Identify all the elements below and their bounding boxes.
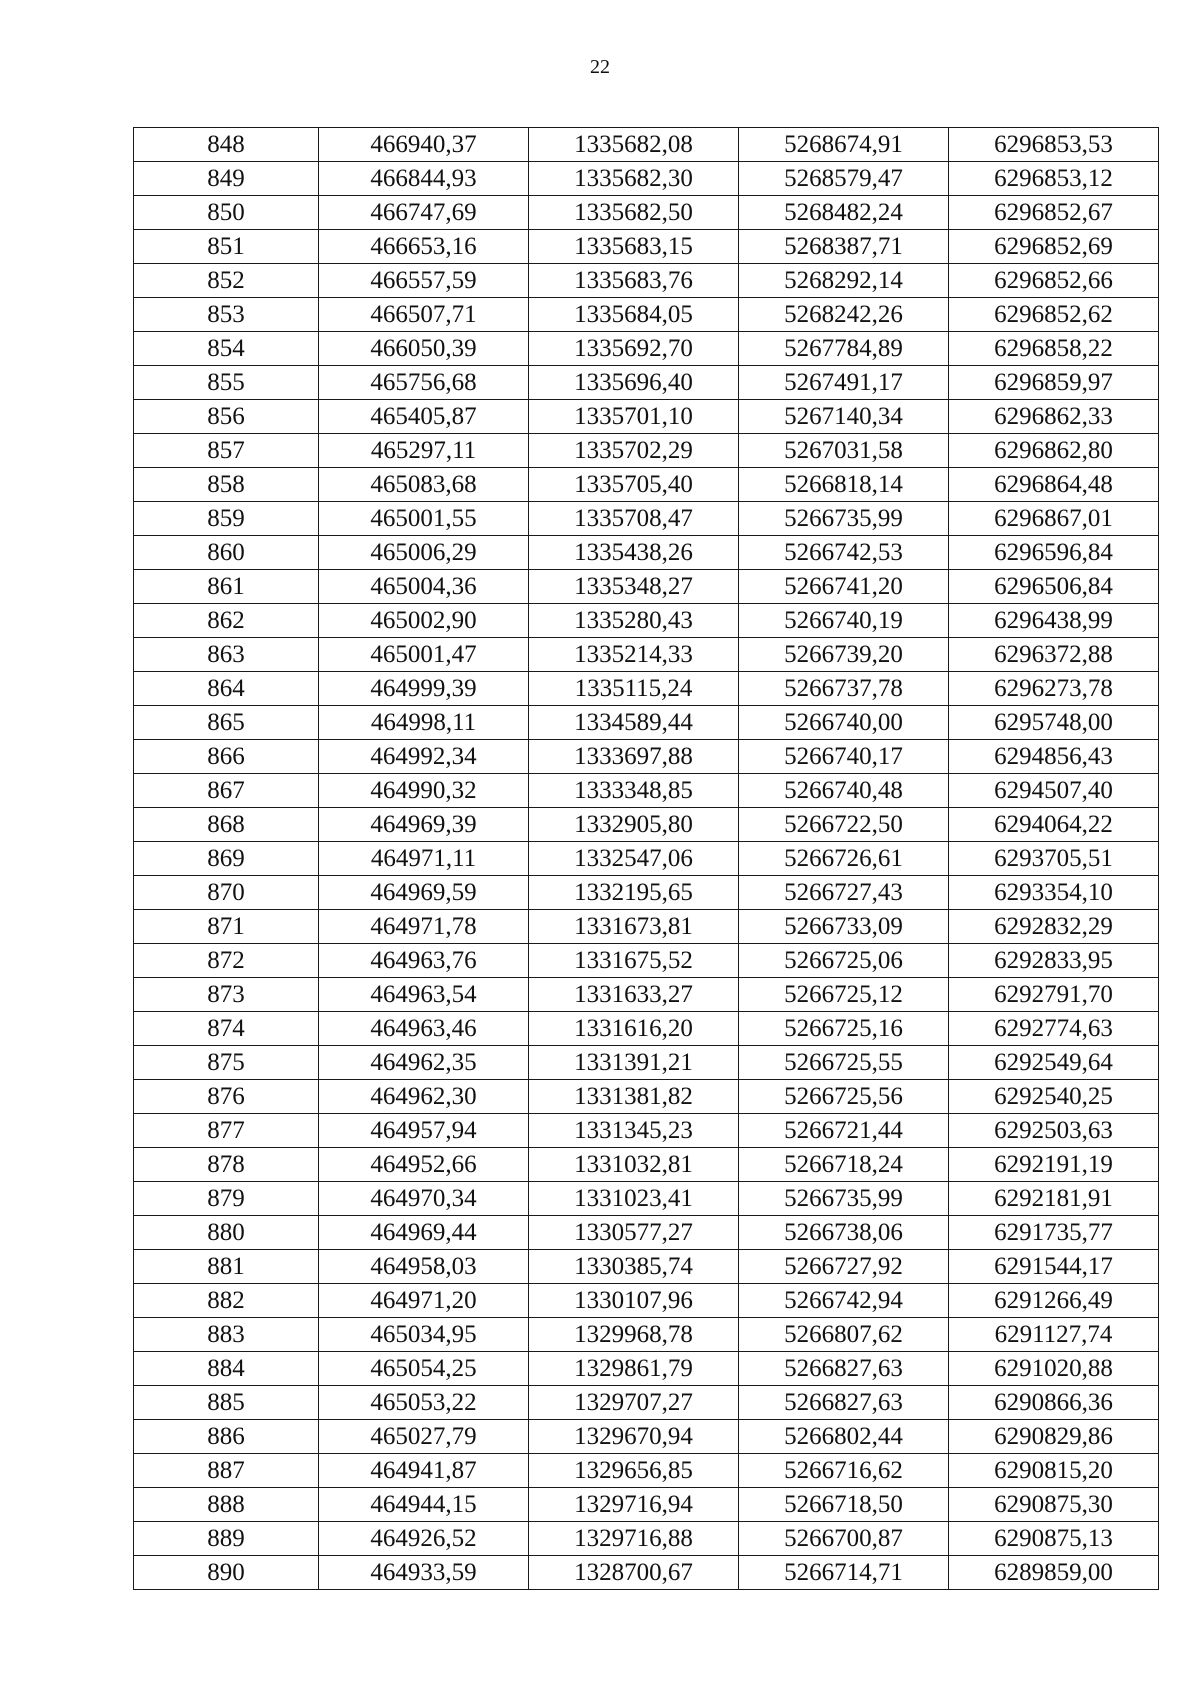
- coordinate-x1-cell: 464963,54: [319, 978, 529, 1012]
- coordinate-y1-cell: 1335683,15: [529, 230, 739, 264]
- coordinate-x1-cell: 464971,78: [319, 910, 529, 944]
- coordinate-y1-cell: 1335280,43: [529, 604, 739, 638]
- point-number-cell: 850: [134, 196, 319, 230]
- point-number-cell: 887: [134, 1454, 319, 1488]
- point-number-cell: 866: [134, 740, 319, 774]
- coordinate-y2-cell: 6295748,00: [949, 706, 1159, 740]
- coordinate-y1-cell: 1331032,81: [529, 1148, 739, 1182]
- table-row: [134, 842, 1159, 876]
- point-number-cell: 868: [134, 808, 319, 842]
- coordinate-x2-cell: 5266802,44: [739, 1420, 949, 1454]
- point-number-cell: 873: [134, 978, 319, 1012]
- table-row: [134, 196, 1159, 230]
- table-row: [134, 468, 1159, 502]
- coordinate-x1-cell: 464963,46: [319, 1012, 529, 1046]
- coordinate-y2-cell: 6293705,51: [949, 842, 1159, 876]
- coordinate-y1-cell: 1335696,40: [529, 366, 739, 400]
- table-row: [134, 1556, 1159, 1590]
- coordinate-x1-cell: 466653,16: [319, 230, 529, 264]
- point-number-cell: 870: [134, 876, 319, 910]
- coordinate-x1-cell: 464969,44: [319, 1216, 529, 1250]
- point-number-cell: 888: [134, 1488, 319, 1522]
- point-number-cell: 863: [134, 638, 319, 672]
- table-row: [134, 264, 1159, 298]
- coordinate-y1-cell: 1335692,70: [529, 332, 739, 366]
- coordinate-x1-cell: 464962,30: [319, 1080, 529, 1114]
- coordinate-y2-cell: 6290829,86: [949, 1420, 1159, 1454]
- coordinate-y1-cell: 1330577,27: [529, 1216, 739, 1250]
- coordinate-x1-cell: 464944,15: [319, 1488, 529, 1522]
- point-number-cell: 851: [134, 230, 319, 264]
- coordinate-x1-cell: 464971,20: [319, 1284, 529, 1318]
- coordinate-y1-cell: 1328700,67: [529, 1556, 739, 1590]
- coordinate-y2-cell: 6290815,20: [949, 1454, 1159, 1488]
- point-number-cell: 872: [134, 944, 319, 978]
- coordinate-x2-cell: 5266827,63: [739, 1352, 949, 1386]
- coordinate-x2-cell: 5266740,17: [739, 740, 949, 774]
- point-number-cell: 867: [134, 774, 319, 808]
- coordinate-y2-cell: 6291735,77: [949, 1216, 1159, 1250]
- table-row: [134, 366, 1159, 400]
- coordinate-y2-cell: 6292191,19: [949, 1148, 1159, 1182]
- coordinate-y1-cell: 1332905,80: [529, 808, 739, 842]
- point-number-cell: 871: [134, 910, 319, 944]
- coordinate-x2-cell: 5266740,48: [739, 774, 949, 808]
- coordinate-y1-cell: 1331381,82: [529, 1080, 739, 1114]
- point-number-cell: 876: [134, 1080, 319, 1114]
- coordinate-y1-cell: 1335682,50: [529, 196, 739, 230]
- point-number-cell: 875: [134, 1046, 319, 1080]
- table-row: [134, 1352, 1159, 1386]
- table-row: [134, 1522, 1159, 1556]
- table-row: [134, 128, 1159, 162]
- coordinate-x1-cell: 466557,59: [319, 264, 529, 298]
- coordinate-x1-cell: 464952,66: [319, 1148, 529, 1182]
- coordinate-x1-cell: 464958,03: [319, 1250, 529, 1284]
- table-row: [134, 536, 1159, 570]
- table-row: [134, 944, 1159, 978]
- point-number-cell: 859: [134, 502, 319, 536]
- table-row: [134, 1318, 1159, 1352]
- coordinate-y2-cell: 6291127,74: [949, 1318, 1159, 1352]
- coordinate-y2-cell: 6292833,95: [949, 944, 1159, 978]
- point-number-cell: 864: [134, 672, 319, 706]
- coordinate-y2-cell: 6292503,63: [949, 1114, 1159, 1148]
- coordinate-y1-cell: 1335214,33: [529, 638, 739, 672]
- coordinate-y1-cell: 1331616,20: [529, 1012, 739, 1046]
- coordinate-x1-cell: 465001,47: [319, 638, 529, 672]
- coordinate-y2-cell: 6296862,33: [949, 400, 1159, 434]
- coordinate-x1-cell: 466507,71: [319, 298, 529, 332]
- coordinate-y1-cell: 1331633,27: [529, 978, 739, 1012]
- coordinate-x2-cell: 5266721,44: [739, 1114, 949, 1148]
- coordinate-x1-cell: 465053,22: [319, 1386, 529, 1420]
- coordinate-y1-cell: 1331391,21: [529, 1046, 739, 1080]
- coordinate-x2-cell: 5268482,24: [739, 196, 949, 230]
- coordinate-x1-cell: 465297,11: [319, 434, 529, 468]
- coordinate-y1-cell: 1331675,52: [529, 944, 739, 978]
- coordinate-y2-cell: 6292774,63: [949, 1012, 1159, 1046]
- point-number-cell: 854: [134, 332, 319, 366]
- coordinate-x2-cell: 5266725,06: [739, 944, 949, 978]
- coordinate-y1-cell: 1329707,27: [529, 1386, 739, 1420]
- point-number-cell: 858: [134, 468, 319, 502]
- coordinate-x1-cell: 466747,69: [319, 196, 529, 230]
- table-row: [134, 1080, 1159, 1114]
- coordinate-y1-cell: 1329670,94: [529, 1420, 739, 1454]
- coordinate-y1-cell: 1335682,08: [529, 128, 739, 162]
- coordinate-x1-cell: 465034,95: [319, 1318, 529, 1352]
- coordinate-x1-cell: 465083,68: [319, 468, 529, 502]
- coordinate-y1-cell: 1330385,74: [529, 1250, 739, 1284]
- point-number-cell: 857: [134, 434, 319, 468]
- coordinate-y2-cell: 6291544,17: [949, 1250, 1159, 1284]
- coordinate-y1-cell: 1335438,26: [529, 536, 739, 570]
- table-row: [134, 502, 1159, 536]
- coordinate-x2-cell: 5266727,92: [739, 1250, 949, 1284]
- coordinate-y2-cell: 6296862,80: [949, 434, 1159, 468]
- point-number-cell: 881: [134, 1250, 319, 1284]
- coordinate-y2-cell: 6296852,66: [949, 264, 1159, 298]
- coordinate-x2-cell: 5266725,16: [739, 1012, 949, 1046]
- coordinate-y2-cell: 6292549,64: [949, 1046, 1159, 1080]
- coordinate-x1-cell: 466844,93: [319, 162, 529, 196]
- table-row: [134, 1284, 1159, 1318]
- coordinate-y1-cell: 1335701,10: [529, 400, 739, 434]
- table-row: [134, 910, 1159, 944]
- coordinate-y1-cell: 1329716,88: [529, 1522, 739, 1556]
- coordinate-y1-cell: 1335348,27: [529, 570, 739, 604]
- coordinate-y2-cell: 6290875,13: [949, 1522, 1159, 1556]
- coordinate-y1-cell: 1332195,65: [529, 876, 739, 910]
- table-row: [134, 1216, 1159, 1250]
- coordinate-x2-cell: 5267031,58: [739, 434, 949, 468]
- point-number-cell: 853: [134, 298, 319, 332]
- coordinate-x2-cell: 5266740,00: [739, 706, 949, 740]
- page-number: 22: [590, 56, 610, 78]
- coordinate-y2-cell: 6296867,01: [949, 502, 1159, 536]
- coordinate-y1-cell: 1329861,79: [529, 1352, 739, 1386]
- coordinate-y2-cell: 6294064,22: [949, 808, 1159, 842]
- point-number-cell: 848: [134, 128, 319, 162]
- coordinate-y1-cell: 1335682,30: [529, 162, 739, 196]
- coordinate-y2-cell: 6296852,62: [949, 298, 1159, 332]
- coordinate-x1-cell: 464957,94: [319, 1114, 529, 1148]
- table-row: [134, 1114, 1159, 1148]
- coordinate-x1-cell: 464926,52: [319, 1522, 529, 1556]
- coordinate-x2-cell: 5266700,87: [739, 1522, 949, 1556]
- point-number-cell: 849: [134, 162, 319, 196]
- point-number-cell: 885: [134, 1386, 319, 1420]
- coordinate-y1-cell: 1335684,05: [529, 298, 739, 332]
- point-number-cell: 884: [134, 1352, 319, 1386]
- coordinate-y2-cell: 6293354,10: [949, 876, 1159, 910]
- coordinate-x2-cell: 5266718,50: [739, 1488, 949, 1522]
- table-row: [134, 672, 1159, 706]
- coordinate-x2-cell: 5266725,56: [739, 1080, 949, 1114]
- coordinate-x2-cell: 5266735,99: [739, 502, 949, 536]
- coordinate-y1-cell: 1334589,44: [529, 706, 739, 740]
- point-number-cell: 883: [134, 1318, 319, 1352]
- coordinate-y2-cell: 6294507,40: [949, 774, 1159, 808]
- table-row: [134, 1250, 1159, 1284]
- table-row: [134, 332, 1159, 366]
- table-row: [134, 298, 1159, 332]
- coordinate-y1-cell: 1335115,24: [529, 672, 739, 706]
- coordinate-x1-cell: 464962,35: [319, 1046, 529, 1080]
- coordinate-y2-cell: 6292181,91: [949, 1182, 1159, 1216]
- coordinate-x2-cell: 5266742,53: [739, 536, 949, 570]
- point-number-cell: 879: [134, 1182, 319, 1216]
- coordinate-x2-cell: 5266726,61: [739, 842, 949, 876]
- point-number-cell: 860: [134, 536, 319, 570]
- table-row: [134, 1488, 1159, 1522]
- coordinate-x2-cell: 5266716,62: [739, 1454, 949, 1488]
- coordinate-y2-cell: 6296853,12: [949, 162, 1159, 196]
- coordinate-y1-cell: 1333348,85: [529, 774, 739, 808]
- coordinate-x1-cell: 464933,59: [319, 1556, 529, 1590]
- coordinate-x1-cell: 464990,32: [319, 774, 529, 808]
- coordinate-x1-cell: 465006,29: [319, 536, 529, 570]
- coordinate-x2-cell: 5266827,63: [739, 1386, 949, 1420]
- coordinate-y2-cell: 6290875,30: [949, 1488, 1159, 1522]
- coordinate-x2-cell: 5266714,71: [739, 1556, 949, 1590]
- coordinate-x1-cell: 465027,79: [319, 1420, 529, 1454]
- table-row: [134, 1046, 1159, 1080]
- table-row: [134, 876, 1159, 910]
- coordinate-x2-cell: 5266737,78: [739, 672, 949, 706]
- coordinate-x2-cell: 5268292,14: [739, 264, 949, 298]
- coordinate-y1-cell: 1335705,40: [529, 468, 739, 502]
- coordinate-y1-cell: 1333697,88: [529, 740, 739, 774]
- coordinate-y2-cell: 6292832,29: [949, 910, 1159, 944]
- coordinate-x2-cell: 5266807,62: [739, 1318, 949, 1352]
- coordinate-x2-cell: 5266722,50: [739, 808, 949, 842]
- coordinates-table: [133, 127, 1159, 1590]
- table-row: [134, 1386, 1159, 1420]
- point-number-cell: 877: [134, 1114, 319, 1148]
- coordinate-x1-cell: 464971,11: [319, 842, 529, 876]
- coordinate-y2-cell: 6292540,25: [949, 1080, 1159, 1114]
- table-row: [134, 434, 1159, 468]
- coordinate-x2-cell: 5266739,20: [739, 638, 949, 672]
- coordinate-y1-cell: 1332547,06: [529, 842, 739, 876]
- coordinate-y2-cell: 6291020,88: [949, 1352, 1159, 1386]
- point-number-cell: 852: [134, 264, 319, 298]
- point-number-cell: 855: [134, 366, 319, 400]
- table-row: [134, 604, 1159, 638]
- coordinate-y2-cell: 6296438,99: [949, 604, 1159, 638]
- coordinate-x1-cell: 465001,55: [319, 502, 529, 536]
- coordinate-y1-cell: 1331345,23: [529, 1114, 739, 1148]
- coordinate-x1-cell: 465405,87: [319, 400, 529, 434]
- coordinate-x2-cell: 5266735,99: [739, 1182, 949, 1216]
- table-row: [134, 706, 1159, 740]
- coordinate-y1-cell: 1329968,78: [529, 1318, 739, 1352]
- table-row: [134, 978, 1159, 1012]
- coordinate-x1-cell: 465054,25: [319, 1352, 529, 1386]
- coordinate-y2-cell: 6296596,84: [949, 536, 1159, 570]
- coordinate-y2-cell: 6296859,97: [949, 366, 1159, 400]
- coordinate-x2-cell: 5266740,19: [739, 604, 949, 638]
- coordinate-x2-cell: 5267784,89: [739, 332, 949, 366]
- coordinate-y1-cell: 1331673,81: [529, 910, 739, 944]
- coordinate-y2-cell: 6291266,49: [949, 1284, 1159, 1318]
- point-number-cell: 882: [134, 1284, 319, 1318]
- table-row: [134, 638, 1159, 672]
- coordinate-x2-cell: 5266725,12: [739, 978, 949, 1012]
- coordinate-x2-cell: 5266738,06: [739, 1216, 949, 1250]
- table-row: [134, 1420, 1159, 1454]
- coordinate-x2-cell: 5266818,14: [739, 468, 949, 502]
- coordinate-x2-cell: 5267491,17: [739, 366, 949, 400]
- coordinate-x2-cell: 5268387,71: [739, 230, 949, 264]
- coordinate-y1-cell: 1335702,29: [529, 434, 739, 468]
- coordinate-x1-cell: 464998,11: [319, 706, 529, 740]
- coordinate-y1-cell: 1330107,96: [529, 1284, 739, 1318]
- coordinate-x1-cell: 464969,39: [319, 808, 529, 842]
- coordinate-x1-cell: 465756,68: [319, 366, 529, 400]
- coordinate-x1-cell: 465002,90: [319, 604, 529, 638]
- point-number-cell: 862: [134, 604, 319, 638]
- table-row: [134, 740, 1159, 774]
- coordinate-x2-cell: 5268242,26: [739, 298, 949, 332]
- coordinate-y2-cell: 6290866,36: [949, 1386, 1159, 1420]
- coordinate-y2-cell: 6296858,22: [949, 332, 1159, 366]
- table-row: [134, 162, 1159, 196]
- coordinate-x2-cell: 5266742,94: [739, 1284, 949, 1318]
- coordinate-x2-cell: 5266725,55: [739, 1046, 949, 1080]
- coordinate-x1-cell: 464992,34: [319, 740, 529, 774]
- point-number-cell: 878: [134, 1148, 319, 1182]
- coordinate-x1-cell: 464963,76: [319, 944, 529, 978]
- coordinate-y2-cell: 6296372,88: [949, 638, 1159, 672]
- table-row: [134, 808, 1159, 842]
- coordinate-y2-cell: 6296273,78: [949, 672, 1159, 706]
- coordinate-y1-cell: 1331023,41: [529, 1182, 739, 1216]
- point-number-cell: 889: [134, 1522, 319, 1556]
- coordinate-x2-cell: 5266741,20: [739, 570, 949, 604]
- coordinate-x1-cell: 464999,39: [319, 672, 529, 706]
- coordinate-x2-cell: 5268674,91: [739, 128, 949, 162]
- table-row: [134, 1182, 1159, 1216]
- point-number-cell: 865: [134, 706, 319, 740]
- coordinate-y1-cell: 1329716,94: [529, 1488, 739, 1522]
- table-row: [134, 774, 1159, 808]
- coordinate-y1-cell: 1335683,76: [529, 264, 739, 298]
- coordinate-y2-cell: 6296506,84: [949, 570, 1159, 604]
- coordinate-x1-cell: 464970,34: [319, 1182, 529, 1216]
- table-row: [134, 230, 1159, 264]
- table-row: [134, 570, 1159, 604]
- coordinate-x1-cell: 465004,36: [319, 570, 529, 604]
- point-number-cell: 874: [134, 1012, 319, 1046]
- point-number-cell: 856: [134, 400, 319, 434]
- coordinate-x1-cell: 464941,87: [319, 1454, 529, 1488]
- table-row: [134, 1012, 1159, 1046]
- point-number-cell: 869: [134, 842, 319, 876]
- coordinate-y2-cell: 6296864,48: [949, 468, 1159, 502]
- point-number-cell: 861: [134, 570, 319, 604]
- coordinates-table-body: [134, 128, 1159, 1590]
- coordinate-x1-cell: 466940,37: [319, 128, 529, 162]
- point-number-cell: 886: [134, 1420, 319, 1454]
- point-number-cell: 880: [134, 1216, 319, 1250]
- table-row: [134, 400, 1159, 434]
- table-row: [134, 1148, 1159, 1182]
- coordinate-y2-cell: 6294856,43: [949, 740, 1159, 774]
- coordinate-x2-cell: 5268579,47: [739, 162, 949, 196]
- coordinate-x1-cell: 464969,59: [319, 876, 529, 910]
- coordinate-y2-cell: 6296853,53: [949, 128, 1159, 162]
- coordinate-y1-cell: 1329656,85: [529, 1454, 739, 1488]
- coordinate-y2-cell: 6292791,70: [949, 978, 1159, 1012]
- coordinate-y2-cell: 6296852,67: [949, 196, 1159, 230]
- table-row: [134, 1454, 1159, 1488]
- coordinate-y1-cell: 1335708,47: [529, 502, 739, 536]
- coordinate-y2-cell: 6289859,00: [949, 1556, 1159, 1590]
- coordinate-x2-cell: 5267140,34: [739, 400, 949, 434]
- coordinate-x2-cell: 5266733,09: [739, 910, 949, 944]
- point-number-cell: 890: [134, 1556, 319, 1590]
- coordinate-y2-cell: 6296852,69: [949, 230, 1159, 264]
- coordinate-x2-cell: 5266727,43: [739, 876, 949, 910]
- coordinate-x1-cell: 466050,39: [319, 332, 529, 366]
- coordinate-x2-cell: 5266718,24: [739, 1148, 949, 1182]
